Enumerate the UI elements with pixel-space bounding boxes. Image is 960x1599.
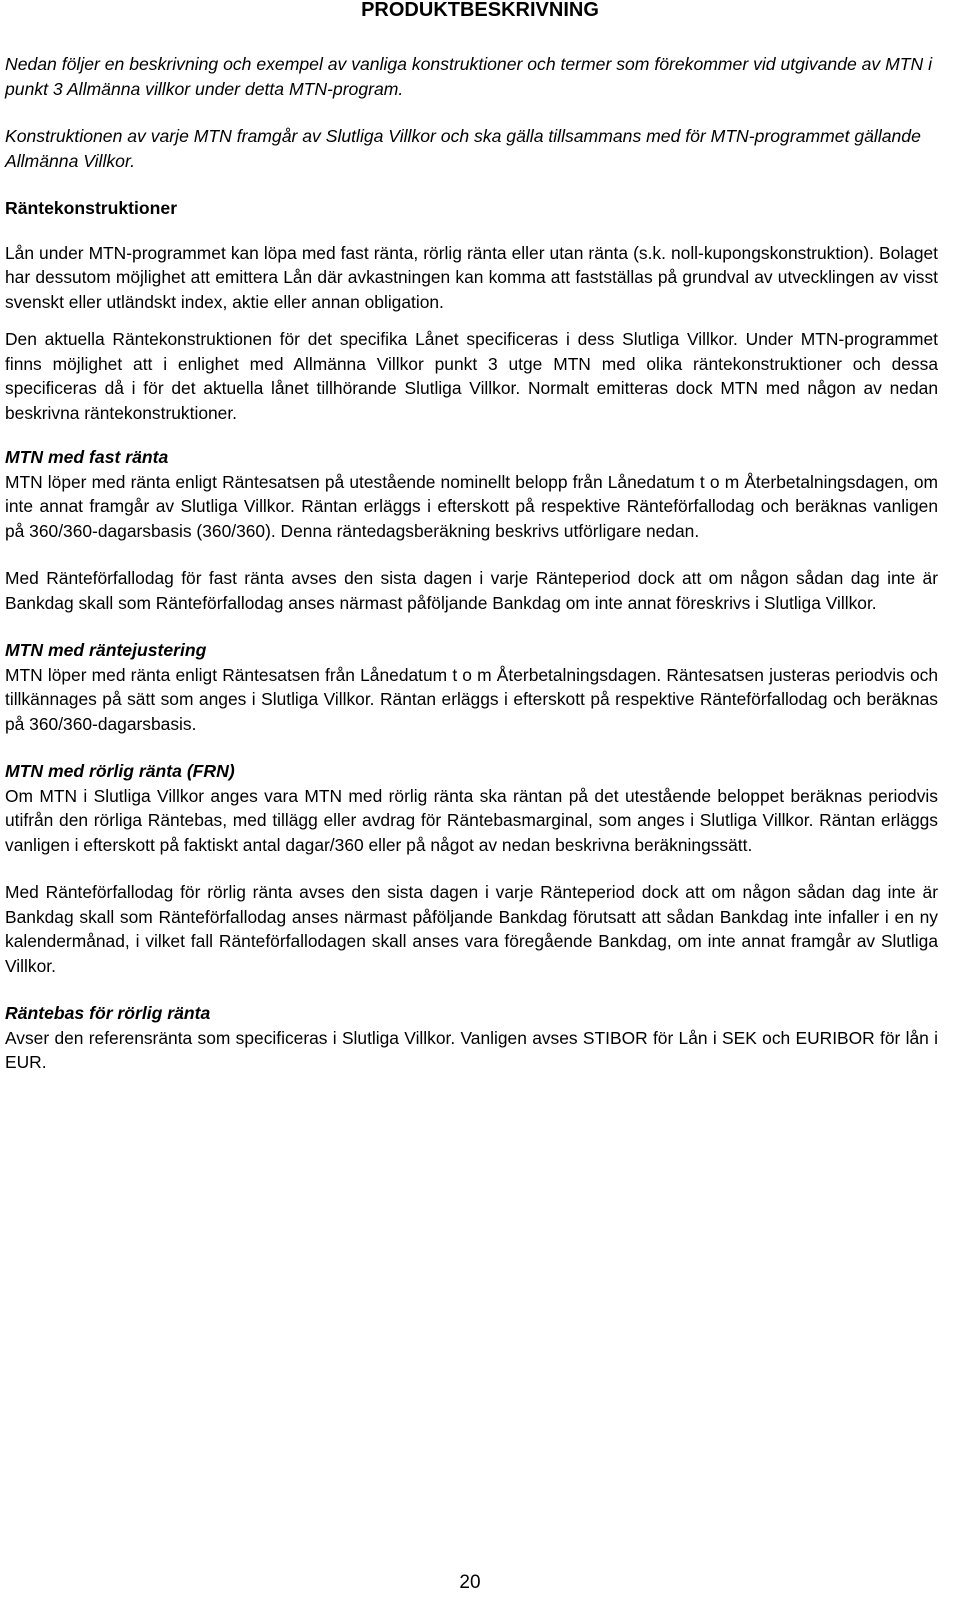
body-paragraph: MTN löper med ränta enligt Räntesatsen på utestående nominellt belopp från Lånedatum t o m Återbetalningsdagen, om inte annat framgår av Slutliga Villkor. Räntan erläggs i efterskott på respektive Ränteförfallodag och beräknas vanligen på 360/360-dagarsbasis (360/360). Denna räntedagsberäkning beskrivs utförligare nedan. — [5, 471, 938, 541]
intro-paragraph: Konstruktionen av varje MTN framgår av Slutliga Villkor och ska gälla tillsammans med för MTN-programmet gällande Allmänna Villkor. — [5, 126, 921, 171]
body-paragraph: Avser den referensränta som specificeras i Slutliga Villkor. Vanligen avses STIBOR för Lån i SEK och EURIBOR för lån i EUR. — [5, 1027, 938, 1072]
body-paragraph: Med Ränteförfallodag för fast ränta avses den sista dagen i varje Ränteperiod dock att om någon sådan dag inte är Bankdag skall som Ränteförfallodag anses närmast påföljande Bankdag om inte annat föreskrivs i Slutliga Villkor. — [5, 568, 938, 613]
body-paragraph: Lån under MTN-programmet kan löpa med fast ränta, rörlig ränta eller utan ränta (s.k. noll-kupongskonstruktion). Bolaget har dessutom möjlighet att emittera Lån där avkastningen kan komma att fastställas på grundval av utvecklingen av visst svenskt eller utländskt index, aktie eller annan obligation. — [5, 242, 938, 312]
section-heading-rantejustering: MTN med räntejustering — [5, 640, 207, 660]
document-title: PRODUKTBESKRIVNING — [361, 0, 599, 21]
body-paragraph: Den aktuella Räntekonstruktionen för det specifika Lånet specificeras i dess Slutliga Villkor. Under MTN-programmet finns möjlighet att i enlighet med Allmänna Villkor punkt 3 utge MTN med olika räntekonstruktioner och dessa specificeras då i för det aktuella lånet tillhörande Slutliga Villkor. Normalt emitteras dock MTN med någon av nedan beskrivna räntekonstruktioner. — [5, 329, 938, 423]
body-paragraph: MTN löper med ränta enligt Räntesatsen från Lånedatum t o m Återbetalningsdagen. Räntesatsen justeras periodvis och tillkännages på sätt som anges i Slutliga Villkor. Räntan erläggs i efterskott på respektive Ränteförfallodag och beräknas på 360/360-dagarsbasis. — [5, 664, 938, 734]
section-heading-rorlig-ranta: MTN med rörlig ränta (FRN) — [5, 761, 235, 781]
section-heading-rantekonstruktioner: Räntekonstruktioner — [5, 198, 178, 218]
body-paragraph: Om MTN i Slutliga Villkor anges vara MTN med rörlig ränta ska räntan på det utestående beloppet beräknas periodvis utifrån den rörliga Räntebas, med tillägg eller avdrag för Räntebasmarginal, som anges i Slutliga Villkor. Räntan erläggs vanligen i efterskott på faktiskt antal dagar/360 eller på något av nedan beskrivna beräkningssätt. — [5, 785, 938, 855]
body-paragraph: Med Ränteförfallodag för rörlig ränta avses den sista dagen i varje Ränteperiod dock att om någon sådan dag inte är Bankdag skall som Ränteförfallodag anses närmast påföljande Bankdag förutsatt att sådan Bankdag inte infaller i en ny kalendermånad, i vilket fall Ränteförfallodagen skall anses vara föregående Bankdag, om inte annat framgår av Slutliga Villkor. — [5, 882, 938, 976]
intro-paragraph: Nedan följer en beskrivning och exempel av vanliga konstruktioner och termer som förekommer vid utgivande av MTN i punkt 3 Allmänna villkor under detta MTN-program. — [5, 54, 933, 99]
document-body — [5, 52, 938, 1075]
page-number: 20 — [459, 1572, 481, 1593]
section-heading-rantebas: Räntebas för rörlig ränta — [5, 1003, 211, 1023]
section-heading-fast-ranta: MTN med fast ränta — [5, 447, 169, 467]
